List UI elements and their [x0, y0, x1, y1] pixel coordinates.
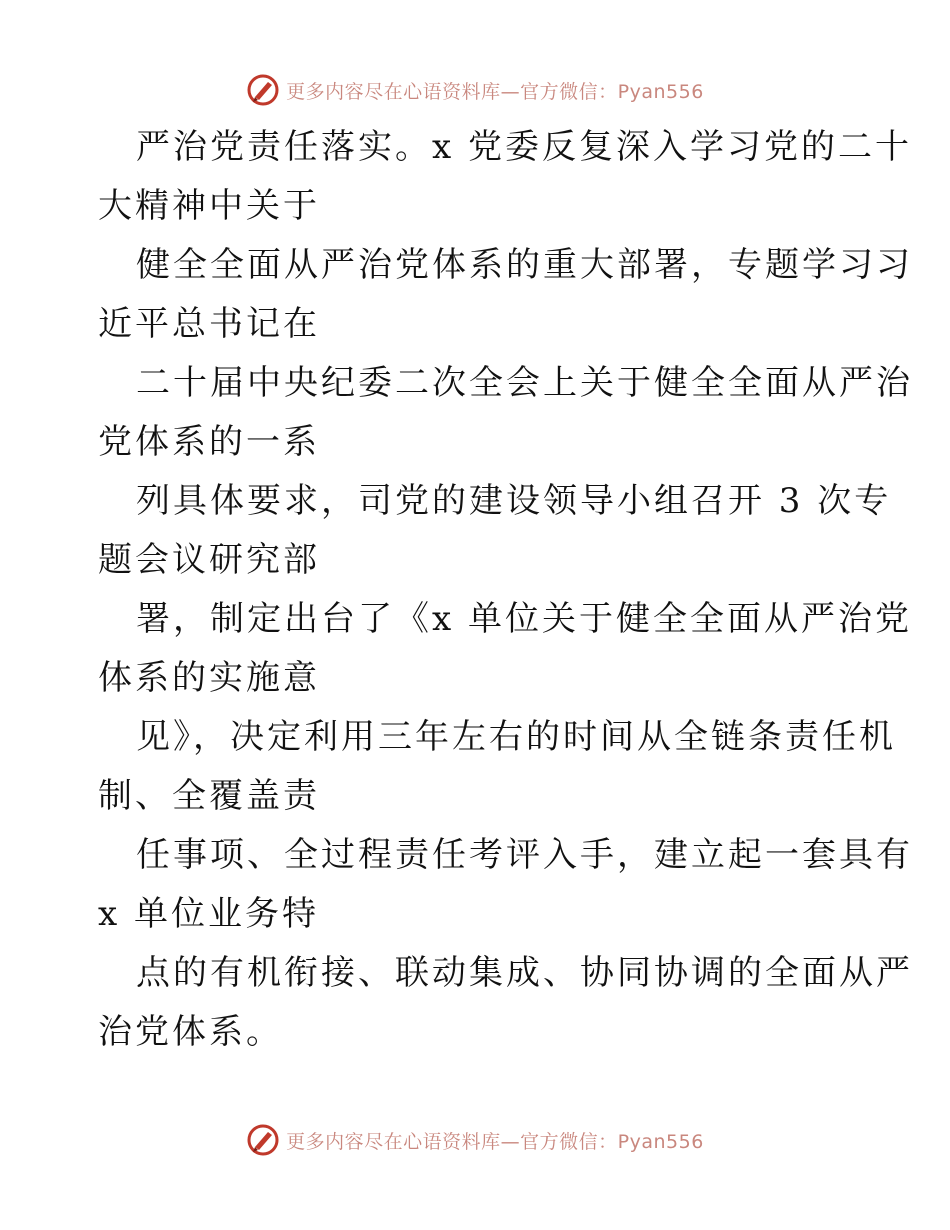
text-line: 制、全覆盖责 [98, 776, 320, 816]
text-line: 近平总书记在 [98, 304, 320, 344]
footer-watermark [0, 1120, 950, 1160]
text-line: x 单位业务特 [98, 894, 319, 934]
header-watermark [0, 70, 950, 110]
watermark-text: 更多内容尽在心语资料库—官方微信：Pyan556 [286, 1130, 704, 1153]
text-line: 二十届中央纪委二次全会上关于健全全面从严治 [136, 363, 913, 403]
text-line: 严治党责任落实。x 党委反复深入学习党的二十 [136, 127, 912, 167]
text-line: 体系的实施意 [98, 658, 320, 698]
text-line: 任事项、全过程责任考评入手，建立起一套具有 [136, 835, 913, 875]
text-line: 署，制定出台了《x 单位关于健全全面从严治党 [136, 599, 912, 639]
watermark-text: 更多内容尽在心语资料库—官方微信：Pyan556 [286, 80, 704, 103]
text-line: 党体系的一系 [98, 422, 320, 462]
text-line: 健全全面从严治党体系的重大部署，专题学习习 [136, 245, 913, 285]
text-line: 列具体要求，司党的建设领导小组召开 3 次专 [136, 481, 892, 521]
text-line: 治党体系。 [98, 1012, 283, 1052]
pen-logo-icon [246, 1123, 280, 1157]
pen-logo-icon [246, 73, 280, 107]
text-line: 点的有机衔接、联动集成、协同协调的全面从严 [136, 953, 913, 993]
text-line: 见》，决定利用三年左右的时间从全链条责任机 [136, 717, 896, 757]
document-body [98, 118, 913, 1062]
text-line: 题会议研究部 [98, 540, 320, 580]
text-line: 大精神中关于 [98, 186, 320, 226]
